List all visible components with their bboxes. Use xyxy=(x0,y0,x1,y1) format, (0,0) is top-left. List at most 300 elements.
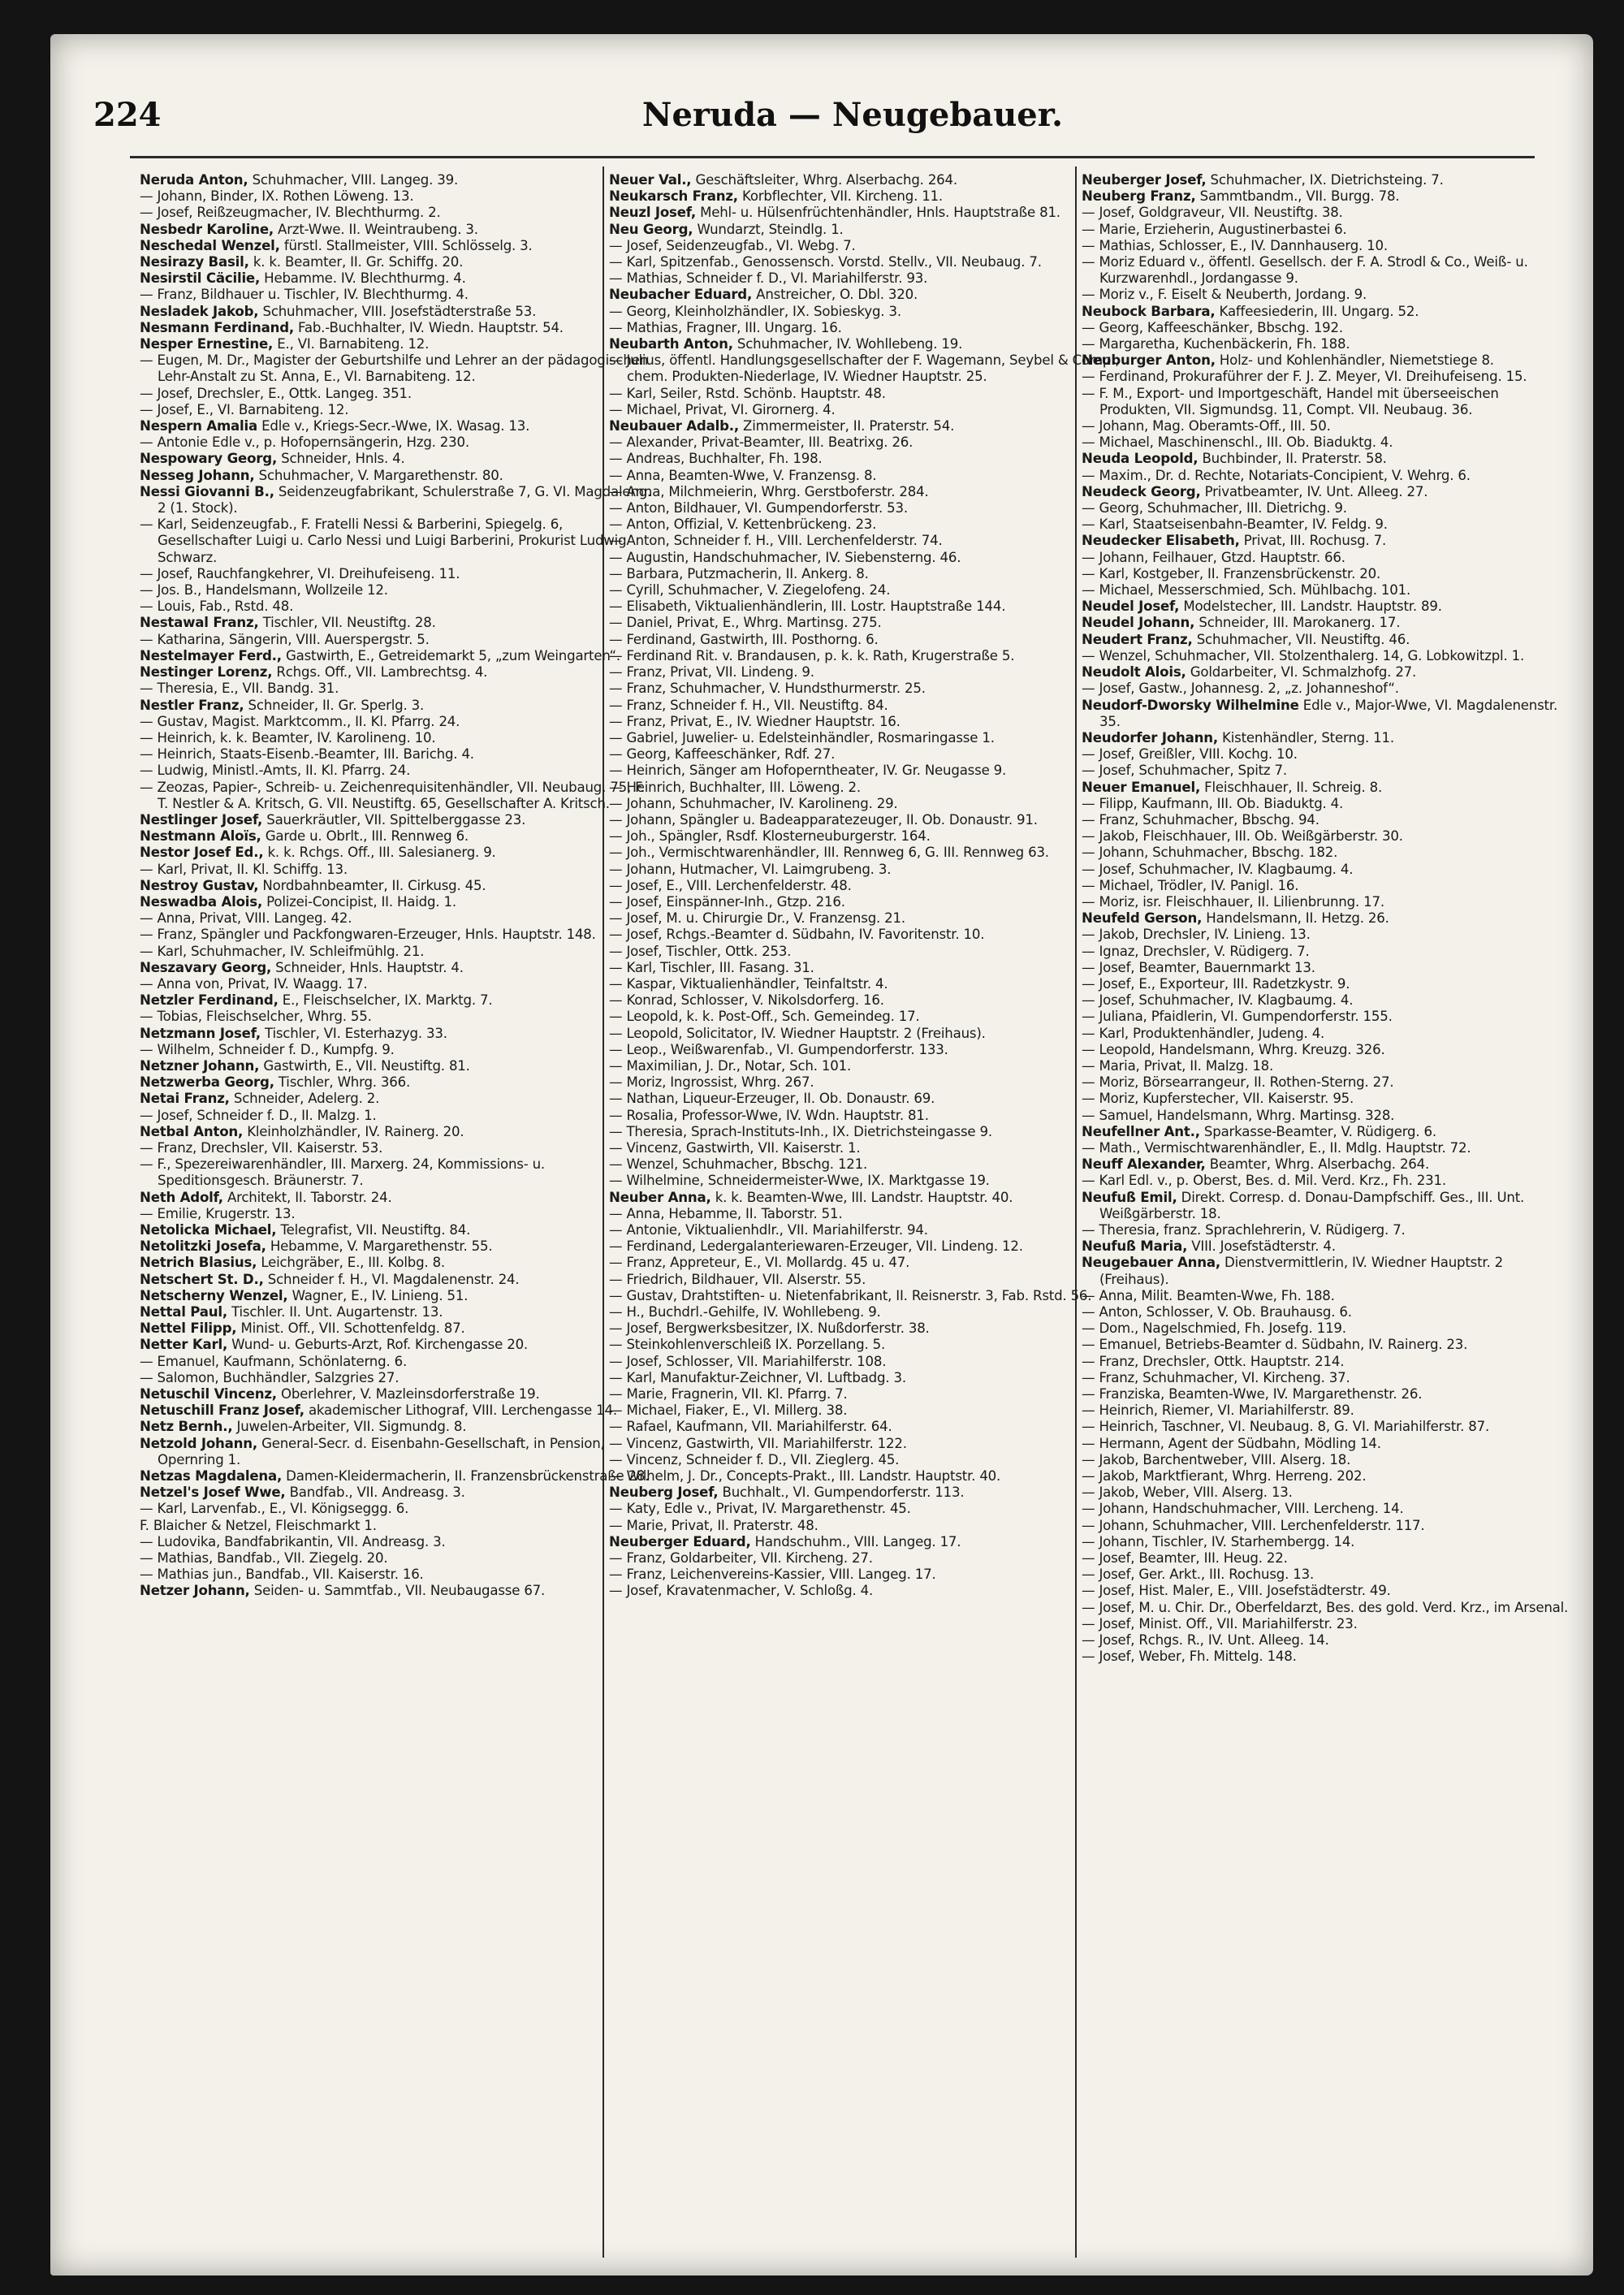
entry-details: — Johann, Mag. Oberamts-Off., III. 50. xyxy=(1082,418,1331,434)
directory-entry xyxy=(1082,1649,1569,1665)
entry-details: Minist. Off., VII. Schottenfeldg. 87. xyxy=(236,1320,465,1337)
entry-details: — Michael, Maschinenschl., III. Ob. Biaduktg. 4. xyxy=(1082,434,1393,451)
entry-details: — Georg, Kleinholzhändler, IX. Sobieskyg. 3. xyxy=(609,303,901,319)
entry-details: Kleinholzhändler, IV. Rainerg. 20. xyxy=(243,1123,464,1139)
entry-details: — Steinkohlenverschleiß IX. Porzellang. 5. xyxy=(609,1337,886,1353)
entry-details: — Mathias jun., Bandfab., VII. Kaiserstr. 16. xyxy=(140,1567,424,1583)
directory-entry xyxy=(140,1370,659,1386)
entry-details: Schneider, II. Gr. Sperlg. 3. xyxy=(244,697,425,713)
directory-entry xyxy=(1082,287,1569,303)
directory-entry xyxy=(140,188,659,205)
entry-surname: Nestinger Lorenz, xyxy=(140,664,273,681)
directory-entry xyxy=(1082,336,1569,352)
entry-details: — Karl, Seiler, Rstd. Schönb. Hauptstr. 48. xyxy=(609,385,886,401)
entry-details: — Ludovika, Bandfabrikantin, VII. Andreasg. 3. xyxy=(140,1533,446,1549)
directory-entry xyxy=(140,1190,659,1206)
entry-surname: Neuber Anna, xyxy=(609,1189,711,1205)
entry-details: — Anton, Offizial, V. Kettenbrückeng. 23. xyxy=(609,516,877,533)
entry-details: akademischer Lithograf, VIII. Lerchengasse 14. xyxy=(304,1402,617,1419)
entry-details: — Karl, Privat, II. Kl. Schiffg. 13. xyxy=(140,861,348,877)
entry-details: — Salomon, Buchhändler, Salzgries 27. xyxy=(140,1369,400,1385)
entry-surname: Netschert St. D., xyxy=(140,1271,264,1287)
entry-details: — Nathan, Liqueur-Erzeuger, II. Ob. Donaustr. 69. xyxy=(609,1091,935,1107)
entry-details: — Wenzel, Schuhmacher, Bbschg. 121. xyxy=(609,1156,868,1173)
entry-details: — Georg, Kaffeeschänker, Rdf. 27. xyxy=(609,746,836,763)
entry-details: — Emilie, Krugerstr. 13. xyxy=(140,1205,296,1221)
directory-entry xyxy=(1082,304,1569,320)
directory-entry xyxy=(140,254,659,270)
entry-details: — Michael, Privat, VI. Girornerg. 4. xyxy=(609,401,836,417)
directory-entry xyxy=(1082,1485,1569,1501)
directory-entry xyxy=(1082,188,1569,205)
entry-details: — Georg, Schuhmacher, III. Dietrichg. 9. xyxy=(1082,500,1347,516)
directory-entry xyxy=(140,1402,659,1419)
entry-details: Handschuhm., VIII. Langeg. 17. xyxy=(750,1533,961,1549)
directory-entry xyxy=(140,287,659,303)
entry-surname: Neuff Alexander, xyxy=(1082,1156,1206,1173)
directory-entry xyxy=(1082,1320,1569,1337)
directory-entry xyxy=(609,878,1129,894)
directory-entry xyxy=(1082,1042,1569,1058)
entry-surname: Netzer Johann, xyxy=(140,1583,250,1599)
entry-surname: Neudorfer Johann, xyxy=(1082,729,1218,746)
directory-entry xyxy=(609,664,1129,681)
entry-details: — Anna, Privat, VIII. Langeg. 42. xyxy=(140,910,352,927)
entry-details: — Heinrich, Taschner, VI. Neubaug. 8, G. VI. Mariahilferstr. 87. xyxy=(1082,1419,1490,1435)
entry-surname: Neubock Barbara, xyxy=(1082,303,1216,319)
directory-entry xyxy=(609,352,1129,385)
directory-entry xyxy=(140,1501,659,1517)
entry-details: — Leopold, Handelsmann, Whrg. Kreuzg. 326. xyxy=(1082,1041,1385,1057)
entry-details: Leichgräber, E., III. Kolbg. 8. xyxy=(257,1255,445,1271)
entry-details: Telegrafist, VII. Neustiftg. 84. xyxy=(276,1222,471,1238)
entry-details: — Hermann, Agent der Südbahn, Mödling 14. xyxy=(1082,1435,1381,1451)
entry-details: — Ferdinand, Prokuraführer der F. J. Z. Meyer, VI. Dreihufeiseng. 15. xyxy=(1082,369,1527,385)
entry-details: — Filipp, Kaufmann, III. Ob. Biaduktg. 4. xyxy=(1082,795,1344,811)
entry-surname: Netzas Magdalena, xyxy=(140,1468,283,1485)
directory-entry xyxy=(609,1485,1129,1501)
entry-details: — Franz, Drechsler, VII. Kaiserstr. 53. xyxy=(140,1139,383,1156)
entry-surname: Nesirazy Basil, xyxy=(140,254,249,270)
entry-surname: Netuschill Franz Josef, xyxy=(140,1402,304,1419)
directory-entry xyxy=(1082,1419,1569,1435)
directory-entry xyxy=(1082,632,1569,648)
entry-details: — Daniel, Privat, E., Whrg. Martinsg. 275. xyxy=(609,615,882,631)
directory-entry xyxy=(140,976,659,992)
directory-entry xyxy=(609,828,1129,845)
entry-details: — Anna, Hebamme, II. Taborstr. 51. xyxy=(609,1205,843,1221)
entry-details: — Ferdinand Rit. v. Brandausen, p. k. k. Rath, Krugerstraße 5. xyxy=(609,647,1015,663)
entry-surname: Netrich Blasius, xyxy=(140,1255,257,1271)
directory-entry xyxy=(140,599,659,615)
directory-entry xyxy=(609,238,1129,254)
entry-surname: Neudorf-Dworsky Wilhelmine xyxy=(1082,697,1299,713)
entry-details: — Emanuel, Kaufmann, Schönlaterng. 6. xyxy=(140,1353,408,1369)
header-rule xyxy=(130,156,1535,158)
directory-entry xyxy=(609,615,1129,631)
entry-surname: Neukarsch Franz, xyxy=(609,188,738,205)
entry-details: — Gustav, Drahtstiften- u. Nietenfabrikant, II. Reisnerstr. 3, Fab. Rstd. 56. xyxy=(609,1287,1092,1303)
entry-details: — Johann, Hutmacher, VI. Laimgrubeng. 3. xyxy=(609,861,892,877)
entry-surname: Netzner Johann, xyxy=(140,1057,260,1074)
entry-details: — Josef, Rauchfangkehrer, VI. Dreihufeiseng. 11. xyxy=(140,565,460,581)
entry-surname: Nettel Filipp, xyxy=(140,1320,237,1337)
directory-entry xyxy=(140,1074,659,1091)
directory-entry xyxy=(609,1337,1129,1353)
directory-entry xyxy=(1082,172,1569,188)
entry-details: — Marie, Privat, II. Praterstr. 48. xyxy=(609,1517,818,1533)
directory-entry xyxy=(1082,698,1569,730)
entry-details: Fab.-Buchhalter, IV. Wiedn. Hauptstr. 54. xyxy=(293,319,564,335)
directory-entry xyxy=(140,910,659,927)
entry-details: — Michael, Trödler, IV. Panigl. 16. xyxy=(1082,877,1299,893)
entry-surname: Neudel Johann, xyxy=(1082,615,1195,631)
entry-surname: Nesseg Johann, xyxy=(140,467,255,483)
entry-surname: Neuburger Anton, xyxy=(1082,352,1216,369)
directory-entry xyxy=(140,1354,659,1370)
entry-details: Kistenhändler, Sterng. 11. xyxy=(1217,729,1394,746)
directory-entry xyxy=(140,1042,659,1058)
directory-entry xyxy=(609,418,1129,434)
entry-surname: Nesirstil Cäcilie, xyxy=(140,270,261,287)
entry-surname: Neschedal Wenzel, xyxy=(140,237,280,253)
entry-surname: Netzel's Josef Wwe, xyxy=(140,1485,286,1501)
entry-surname: Nespern Amalia xyxy=(140,418,258,434)
entry-details: — Josef, Schneider f. D., II. Malzg. 1. xyxy=(140,1107,377,1123)
directory-entry xyxy=(1082,1567,1569,1583)
entry-details: — Franziska, Beamten-Wwe, IV. Margarethenstr. 26. xyxy=(1082,1386,1423,1402)
directory-entry xyxy=(140,812,659,828)
entry-details: — Anna, Beamten-Wwe, V. Franzensg. 8. xyxy=(609,467,877,483)
directory-entry xyxy=(140,730,659,746)
directory-entry xyxy=(609,1173,1129,1189)
directory-entry xyxy=(609,1288,1129,1304)
entry-surname: Nesladek Jakob, xyxy=(140,303,259,319)
entry-details: — Anna, Milit. Beamten-Wwe, Fh. 188. xyxy=(1082,1287,1335,1303)
entry-details: k. k. Beamten-Wwe, III. Landstr. Hauptstr. 40. xyxy=(710,1189,1013,1205)
directory-entry xyxy=(1082,1386,1569,1402)
directory-entry xyxy=(1082,222,1569,238)
directory-entry xyxy=(1082,418,1569,434)
entry-details: — Gustav, Magist. Marktcomm., II. Kl. Pfarrg. 24. xyxy=(140,713,460,729)
entry-details: Gastwirth, E., Getreidemarkt 5, „zum Weingarten“. xyxy=(281,647,620,663)
entry-details: — Anton, Schneider f. H., VIII. Lerchenfelderstr. 74. xyxy=(609,533,943,549)
directory-entry xyxy=(1082,320,1569,336)
entry-surname: Nessi Giovanni B., xyxy=(140,483,274,499)
directory-entry xyxy=(609,1074,1129,1091)
directory-entry xyxy=(1082,1550,1569,1567)
directory-entry xyxy=(609,451,1129,467)
directory-entry xyxy=(609,1124,1129,1140)
entry-details: — Theresia, E., VII. Bandg. 31. xyxy=(140,681,339,697)
entry-details: — Josef, Bergwerksbesitzer, IX. Nußdorferstr. 38. xyxy=(609,1320,930,1337)
entry-surname: Nesper Ernestine, xyxy=(140,336,274,352)
directory-entry xyxy=(140,894,659,910)
entry-details: — Johann, Feilhauer, Gtzd. Hauptstr. 66. xyxy=(1082,549,1345,565)
entry-details: Sparkasse-Beamter, V. Rüdigerg. 6. xyxy=(1199,1123,1436,1139)
directory-entry xyxy=(1082,1370,1569,1386)
entry-details: — Heinrich, Riemer, VI. Mariahilferstr. 89. xyxy=(1082,1402,1354,1419)
directory-entry xyxy=(140,1288,659,1304)
directory-entry xyxy=(140,270,659,287)
directory-entry xyxy=(1082,1140,1569,1156)
directory-entry xyxy=(140,516,659,566)
directory-entry xyxy=(609,1550,1129,1567)
directory-entry xyxy=(1082,828,1569,845)
directory-entry xyxy=(140,944,659,960)
entry-details: Hebamme. IV. Blechthurmg. 4. xyxy=(260,270,466,287)
entry-details: — Karl, Staatseisenbahn-Beamter, IV. Feldg. 9. xyxy=(1082,516,1388,533)
directory-entry xyxy=(1082,1501,1569,1517)
entry-details: — Josef, Einspänner-Inh., Gtzp. 216. xyxy=(609,893,845,910)
entry-details: — Andreas, Buchhalter, Fh. 198. xyxy=(609,451,823,467)
entry-surname: Nestawal Franz, xyxy=(140,615,259,631)
directory-entry xyxy=(140,1583,659,1599)
directory-entry xyxy=(140,566,659,582)
directory-entry xyxy=(609,1009,1129,1025)
entry-surname: Neth Adolf, xyxy=(140,1189,223,1205)
directory-entry xyxy=(140,1222,659,1238)
directory-entry xyxy=(1082,582,1569,599)
directory-entry xyxy=(1082,468,1569,484)
entry-details: Tischler, VI. Esterhazyg. 33. xyxy=(260,1025,447,1041)
entry-details: Rchgs. Off., VII. Lambrechtsg. 4. xyxy=(272,664,488,681)
entry-details: Garde u. Obrlt., III. Rennweg 6. xyxy=(261,828,469,845)
entry-details: — Karl, Tischler, III. Fasang. 31. xyxy=(609,959,814,975)
entry-details: — Johann, Binder, IX. Rothen Löweng. 13. xyxy=(140,188,414,205)
directory-entry xyxy=(609,960,1129,976)
directory-entry xyxy=(609,484,1129,500)
entry-details: — Marie, Erzieherin, Augustinerbastei 6. xyxy=(1082,221,1347,237)
entry-details: — Josef, Beamter, III. Heug. 22. xyxy=(1082,1550,1288,1567)
directory-entry xyxy=(609,648,1129,664)
entry-details: k. k. Rchgs. Off., III. Salesianerg. 9. xyxy=(263,845,496,861)
entry-surname: Neufuß Emil, xyxy=(1082,1189,1177,1205)
directory-entry xyxy=(609,582,1129,599)
entry-details: Gastwirth, E., VII. Neustiftg. 81. xyxy=(259,1057,470,1074)
entry-details: Schuhmacher, VII. Neustiftg. 46. xyxy=(1192,631,1410,647)
entry-details: — Moriz, Börsearrangeur, II. Rothen-Sterng. 27. xyxy=(1082,1074,1394,1091)
directory-entry xyxy=(140,205,659,221)
entry-surname: Netolitzki Josefa, xyxy=(140,1238,266,1255)
directory-entry xyxy=(140,780,659,812)
entry-details: — Alexander, Privat-Beamter, III. Beatrixg. 26. xyxy=(609,434,914,451)
entry-details: — Maximilian, J. Dr., Notar, Sch. 101. xyxy=(609,1057,852,1074)
entry-details: — Johann, Tischler, IV. Starhembergg. 14. xyxy=(1082,1533,1355,1549)
entry-surname: Netuschil Vincenz, xyxy=(140,1386,277,1402)
directory-entry xyxy=(1082,1534,1569,1550)
directory-entry xyxy=(1082,878,1569,894)
entry-details: Schneider, Hnls. Hauptstr. 4. xyxy=(271,959,464,975)
entry-details: Tischler. II. Unt. Augartenstr. 13. xyxy=(227,1304,443,1320)
directory-entry xyxy=(609,1304,1129,1320)
entry-surname: Neuberger Eduard, xyxy=(609,1533,751,1549)
entry-details: — Franz, Goldarbeiter, VII. Kircheng. 27. xyxy=(609,1550,873,1567)
entry-details: Nordbahnbeamter, II. Cirkusg. 45. xyxy=(258,877,486,893)
entry-details: — Franz, Schuhmacher, VI. Kircheng. 37. xyxy=(1082,1369,1350,1385)
directory-entry xyxy=(609,1534,1129,1550)
entry-surname: Netai Franz, xyxy=(140,1091,230,1107)
entry-details: Schuhmacher, IX. Dietrichsteing. 7. xyxy=(1206,172,1444,188)
entry-details: General-Secr. d. Eisenbahn-Gesellschaft, in Pension, Opernring 1. xyxy=(158,1435,605,1467)
directory-entry xyxy=(1082,352,1569,369)
entry-details: — Johann, Schuhmacher, Bbschg. 182. xyxy=(1082,845,1338,861)
directory-entry xyxy=(609,1402,1129,1419)
entry-details: — Karl, Schuhmacher, IV. Schleifmühlg. 21. xyxy=(140,943,425,959)
directory-entry xyxy=(609,468,1129,484)
entry-details: — Wilhelmine, Schneidermeister-Wwe, IX. Marktgasse 19. xyxy=(609,1173,990,1189)
entry-details: — Leopold, Solicitator, IV. Wiedner Hauptstr. 2 (Freihaus). xyxy=(609,1025,986,1041)
entry-details: — Franz, Drechsler, Ottk. Hauptstr. 214. xyxy=(1082,1353,1345,1369)
entry-details: — Emanuel, Betriebs-Beamter d. Südbahn, IV. Rainerg. 23. xyxy=(1082,1337,1468,1353)
entry-surname: Nestor Josef Ed., xyxy=(140,845,264,861)
directory-entry xyxy=(140,1468,659,1485)
directory-entry xyxy=(140,1337,659,1353)
entry-details: Zimmermeister, II. Praterstr. 54. xyxy=(738,418,955,434)
directory-entry xyxy=(1082,1616,1569,1632)
directory-entry xyxy=(140,402,659,418)
directory-entry xyxy=(1082,451,1569,467)
entry-details: — Leop., Weißwarenfab., VI. Gumpendorferstr. 133. xyxy=(609,1041,948,1057)
entry-details: Arzt-Wwe. II. Weintraubeng. 3. xyxy=(273,221,478,237)
entry-details: Damen-Kleidermacherin, II. Franzensbrückenstraße 28. xyxy=(282,1468,650,1485)
entry-details: — Josef, M. u. Chir. Dr., Oberfeldarzt, Bes. des gold. Verd. Krz., im Arsenal. xyxy=(1082,1599,1569,1615)
directory-entry xyxy=(140,632,659,648)
entry-details: E., Fleischselcher, IX. Marktg. 7. xyxy=(278,992,493,1009)
entry-surname: Neuda Leopold, xyxy=(1082,451,1199,467)
directory-entry xyxy=(609,780,1129,796)
entry-surname: Neubacher Eduard, xyxy=(609,287,753,303)
directory-entry xyxy=(140,451,659,467)
directory-entry xyxy=(609,172,1129,188)
entry-details: Geschäftsleiter, Whrg. Alserbachg. 264. xyxy=(691,172,957,188)
directory-entry xyxy=(1082,648,1569,664)
directory-entry xyxy=(609,1026,1129,1042)
entry-details: fürstl. Stallmeister, VIII. Schlösselg. 3. xyxy=(279,237,533,253)
entry-surname: Neufuß Maria, xyxy=(1082,1238,1188,1255)
entry-surname: Neuer Emanuel, xyxy=(1082,779,1201,795)
directory-entry xyxy=(1082,254,1569,287)
entry-details: — Franz, Schuhmacher, V. Hundsthurmerstr. 25. xyxy=(609,681,926,697)
entry-surname: Nespowary Georg, xyxy=(140,451,278,467)
entry-surname: Netzmann Josef, xyxy=(140,1025,261,1041)
directory-entry xyxy=(1082,796,1569,812)
directory-entry xyxy=(140,1238,659,1255)
directory-entry xyxy=(1082,516,1569,533)
directory-entry xyxy=(609,1518,1129,1534)
entry-details: — Theresia, franz. Sprachlehrerin, V. Rüdigerg. 7. xyxy=(1082,1222,1406,1238)
directory-entry xyxy=(1082,862,1569,878)
entry-details: — Jakob, Drechsler, IV. Linieng. 13. xyxy=(1082,927,1311,943)
directory-entry xyxy=(140,1272,659,1288)
entry-details: — Ludwig, Ministl.-Amts, II. Kl. Pfarrg. 24. xyxy=(140,763,411,779)
entry-details: — Heinrich, k. k. Beamter, IV. Karolineng. 10. xyxy=(140,729,436,746)
directory-entry xyxy=(140,582,659,599)
entry-details: — Heinrich, Staats-Eisenb.-Beamter, III. Barichg. 4. xyxy=(140,746,474,763)
directory-entry xyxy=(1082,238,1569,254)
directory-entry xyxy=(609,434,1129,451)
directory-entry xyxy=(609,698,1129,714)
entry-details: Architekt, II. Taborstr. 24. xyxy=(222,1189,392,1205)
entry-details: — Vincenz, Gastwirth, VII. Kaiserstr. 1. xyxy=(609,1139,861,1156)
entry-details: — Josef, Kravatenmacher, V. Schloßg. 4. xyxy=(609,1583,874,1599)
directory-entry xyxy=(1082,386,1569,418)
directory-entry xyxy=(140,1124,659,1140)
directory-entry xyxy=(140,238,659,254)
directory-entry xyxy=(1082,1108,1569,1124)
directory-entry xyxy=(140,1436,659,1468)
entry-details: — Vincenz, Schneider f. D., VII. Zieglerg. 45. xyxy=(609,1451,900,1467)
entry-details: — Josef, E., Exporteur, III. Radetzkystr. 9. xyxy=(1082,975,1350,992)
entry-details: Fleischhauer, II. Schreig. 8. xyxy=(1200,779,1383,795)
entry-details: Direkt. Corresp. d. Donau-Dampfschiff. Ges., III. Unt. Weißgärberstr. 18. xyxy=(1099,1189,1525,1221)
directory-entry xyxy=(1082,484,1569,500)
entry-details: Seidenzeugfabrikant, Schulerstraße 7, G. VI. Magdaleng. 2 (1. Stock). xyxy=(158,483,652,516)
directory-entry xyxy=(1082,1436,1569,1452)
directory-entry xyxy=(1082,1600,1569,1616)
entry-details: — Moriz, isr. Fleischhauer, II. Lilienbrunng. 17. xyxy=(1082,893,1384,910)
entry-surname: Netolicka Michael, xyxy=(140,1222,277,1238)
directory-entry xyxy=(609,1108,1129,1124)
directory-entry xyxy=(140,336,659,352)
directory-entry xyxy=(1082,1009,1569,1025)
directory-entry xyxy=(140,1009,659,1025)
directory-entry xyxy=(1082,1156,1569,1173)
directory-entry xyxy=(1082,205,1569,221)
directory-entry xyxy=(140,1026,659,1042)
entry-details: — Margaretha, Kuchenbäckerin, Fh. 188. xyxy=(1082,336,1350,352)
entry-details: Polizei-Concipist, II. Haidg. 1. xyxy=(262,893,456,910)
entry-details: — Josef, M. u. Chirurgie Dr., V. Franzensg. 21. xyxy=(609,910,905,927)
entry-details: — F. M., Export- und Importgeschäft, Handel mit überseeischen Produkten, VII. Sigmundsg. 11, Compt. VII. Neubaug. 36. xyxy=(1082,385,1499,417)
entry-surname: Neufellner Ant., xyxy=(1082,1123,1200,1139)
entry-surname: Netz Bernh., xyxy=(140,1419,233,1435)
entry-details: — Zeozas, Papier-, Schreib- u. Zeichenrequisitenhändler, VII. Neubaug. 75, F. T. Nestler & A. Kritsch, G. VII. Neustiftg. 65, Gesellschafter A. Kritsch. xyxy=(140,779,645,811)
entry-surname: Netzwerba Georg, xyxy=(140,1074,274,1091)
entry-details: Modelstecher, III. Landstr. Hauptstr. 89. xyxy=(1179,599,1442,615)
entry-details: — Julius, öffentl. Handlungsgesellschafter der F. Wagemann, Seybel & Comp., chem. Produkten-Niederlage, IV. Wiedner Hauptstr. 25. xyxy=(609,352,1120,385)
directory-entry xyxy=(609,550,1129,566)
entry-details: — Wenzel, Schuhmacher, VII. Stolzenthalerg. 14, G. Lobkowitzpl. 1. xyxy=(1082,647,1525,663)
entry-details: Sauerkräutler, VII. Spittelberggasse 23. xyxy=(262,811,526,828)
directory-entry xyxy=(609,1436,1129,1452)
directory-entry xyxy=(609,862,1129,878)
entry-details: — Franz, Appreteur, E., VI. Mollardg. 45 u. 47. xyxy=(609,1255,910,1271)
directory-entry xyxy=(1082,550,1569,566)
directory-entry xyxy=(140,304,659,320)
directory-entry xyxy=(140,1419,659,1435)
entry-details: Bandfab., VII. Andreasg. 3. xyxy=(285,1485,465,1501)
entry-details: — Georg, Kaffeeschänker, Bbschg. 192. xyxy=(1082,319,1343,335)
entry-surname: Neufeld Gerson, xyxy=(1082,910,1203,927)
directory-entry xyxy=(609,714,1129,730)
entry-surname: Nestlinger Josef, xyxy=(140,811,263,828)
directory-entry xyxy=(140,320,659,336)
entry-details: Schuhmacher, VIII. Josefstädterstraße 53. xyxy=(258,303,537,319)
directory-entry xyxy=(140,862,659,878)
entry-surname: Neudert Franz, xyxy=(1082,631,1193,647)
directory-entry xyxy=(1082,1255,1569,1287)
entry-details: Hebamme, V. Margarethenstr. 55. xyxy=(266,1238,493,1255)
directory-entry xyxy=(609,1238,1129,1255)
entry-details: Schneider, Hnls. 4. xyxy=(277,451,405,467)
directory-entry xyxy=(1082,927,1569,943)
entry-surname: Nestroy Gustav, xyxy=(140,877,259,893)
entry-details: — Karl, Produktenhändler, Judeng. 4. xyxy=(1082,1025,1325,1041)
directory-entry xyxy=(140,418,659,434)
entry-details: — Josef, Gastw., Johannesg. 2, „z. Johanneshof“. xyxy=(1082,681,1399,697)
directory-entry xyxy=(140,960,659,976)
